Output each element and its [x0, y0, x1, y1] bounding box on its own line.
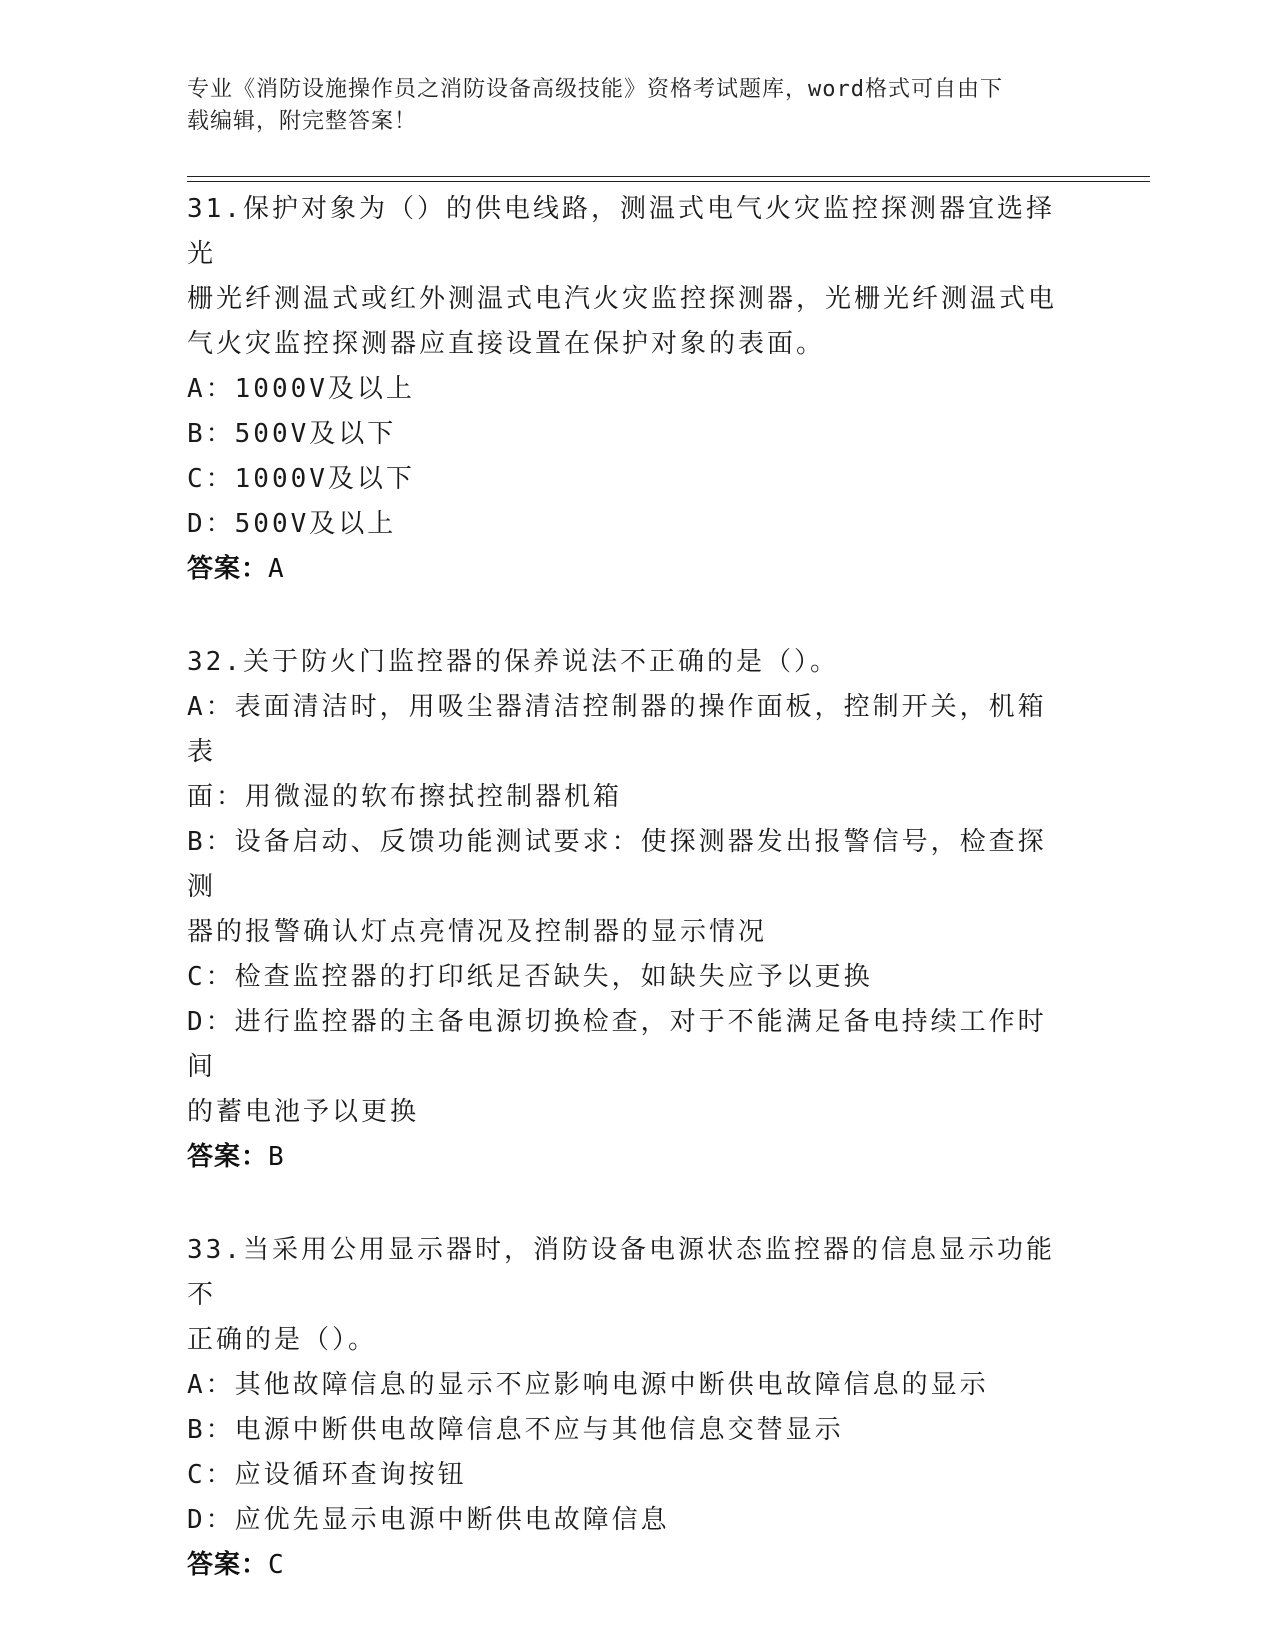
option-b: B：500V及以下 [187, 419, 397, 449]
document-header [187, 74, 1067, 138]
question-stem-line: 33.当采用公用显示器时，消防设备电源状态监控器的信息显示功能不 [187, 1235, 1055, 1310]
answer-label: 答案： [187, 1550, 269, 1580]
option-d: D：500V及以上 [187, 509, 397, 539]
option-b-continued: 器的报警确认灯点亮情况及控制器的显示情况 [187, 917, 768, 947]
option-c: C：1000V及以下 [187, 464, 415, 494]
header-line-1: 专业《消防设施操作员之消防设备高级技能》资格考试题库，word格式可自由下 [187, 77, 1003, 102]
option-a: A：1000V及以上 [187, 374, 415, 404]
answer-line [187, 1135, 1087, 1180]
question-stem-line: 32.关于防火门监控器的保养说法不正确的是（）。 [187, 647, 839, 677]
option-c: C：检查监控器的打印纸足否缺失，如缺失应予以更换 [187, 962, 873, 992]
option-d-continued: 的蓄电池予以更换 [187, 1097, 420, 1127]
option-a: A：其他故障信息的显示不应影响电源中断供电故障信息的显示 [187, 1370, 989, 1400]
header-divider-bottom [187, 181, 1150, 182]
question-stem-line: 栅光纤测温式或红外测温式电汽火灾监控探测器，光栅光纤测温式电 [187, 284, 1058, 314]
answer-label: 答案： [187, 554, 269, 584]
question-stem-line: 气火灾监控探测器应直接设置在保护对象的表面。 [187, 329, 826, 359]
question-stem-line: 31.保护对象为（）的供电线路，测温式电气火灾监控探测器宜选择光 [187, 194, 1055, 269]
answer-value: B [268, 1142, 285, 1172]
question-33 [187, 1228, 1087, 1588]
header-line-2: 载编辑，附完整答案！ [187, 109, 418, 134]
option-d: D：应优先显示电源中断供电故障信息 [187, 1505, 670, 1535]
answer-line [187, 1543, 1087, 1588]
question-31 [187, 187, 1087, 592]
question-list [187, 187, 1087, 1636]
answer-value: C [268, 1550, 285, 1580]
question-stem-line: 正确的是（）。 [187, 1325, 378, 1355]
answer-label: 答案： [187, 1142, 269, 1172]
option-b: B：电源中断供电故障信息不应与其他信息交替显示 [187, 1415, 844, 1445]
answer-line [187, 547, 1087, 592]
answer-value: A [268, 554, 285, 584]
option-a-continued: 面：用微湿的软布擦拭控制器机箱 [187, 782, 623, 812]
option-d: D：进行监控器的主备电源切换检查，对于不能满足备电持续工作时间 [187, 1007, 1047, 1082]
option-b: B：设备启动、反馈功能测试要求：使探测器发出报警信号，检查探测 [187, 827, 1047, 902]
header-divider-top [187, 176, 1150, 177]
option-a: A：表面清洁时，用吸尘器清洁控制器的操作面板，控制开关，机箱表 [187, 692, 1047, 767]
question-32 [187, 640, 1087, 1180]
option-c: C：应设循环查询按钮 [187, 1460, 467, 1490]
